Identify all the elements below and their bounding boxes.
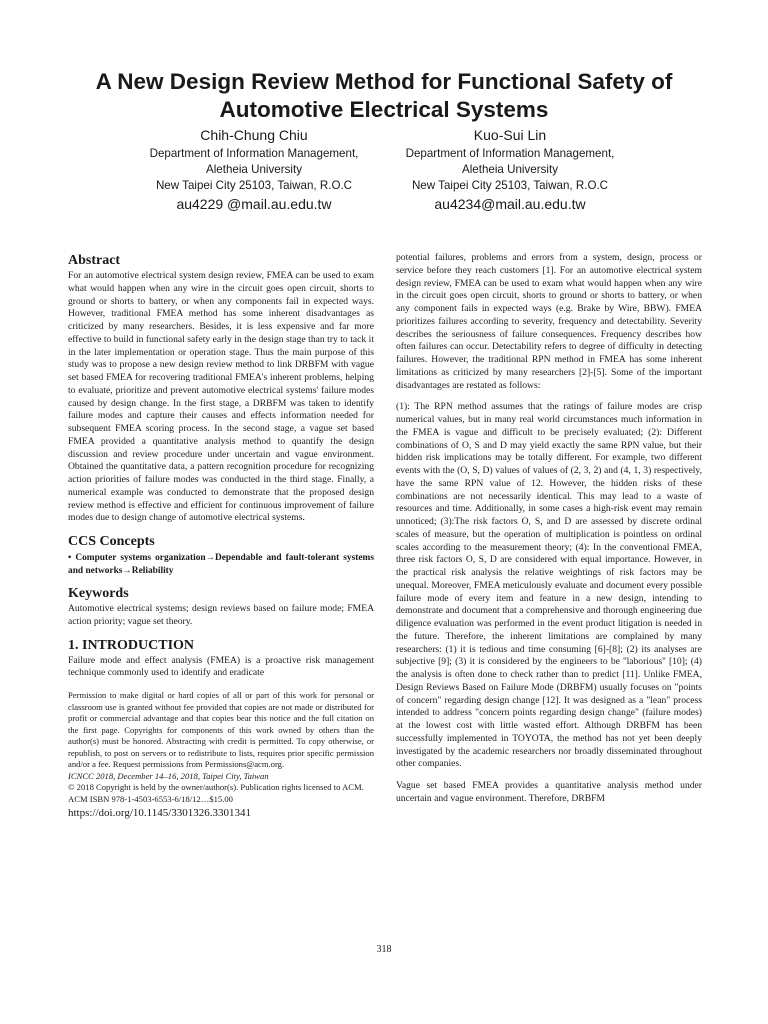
body-paragraph: Vague set based FMEA provides a quantitative analysis method under uncertain and vague environment. Therefore, DRBFM (396, 780, 702, 804)
ccs-heading: CCS Concepts (68, 534, 155, 549)
keywords-text: Automotive electrical systems; design reviews based on failure mode; FMEA action priority; vague set theory. (68, 603, 374, 627)
doi-link[interactable]: https://doi.org/10.1145/3301326.3301341 (68, 807, 252, 819)
author-name: Chih-Chung Chiu (200, 127, 308, 143)
author-city: New Taipei City 25103, Taiwan, R.O.C (155, 179, 353, 192)
author-block-1 (104, 126, 404, 213)
abstract-text: For an automotive electrical system design review, FMEA can be used to exam what would happen when any wire in the circuit goes open circuit, shorts to ground or shorts to battery, or when any components fail in expected ways. However, traditional FMEA method has some inherent disadvantages as criticized by many researchers. Besides, it is less expensive and far more effective to build in functional safety early in the design stage than try to tack it in the later implementation or operation stage. Thus the main purpose of this study was to propose a new design review method to link DRBFM with vague set based FMEA for recovering traditional FMEA's inherent problems, helping to evaluate, prioritize and prevent automotive electrical systems' failure modes caused by design change. In the first stage, a DRBFM was taken to identify failure modes and capture their causes and effects information needed for subsequent FMEA scoring process. In the second stage, a vague set based FMEA provided a quantitative analysis method to quantify the design discussion and review procedure under uncertain and vague environment. Obtained the quantitative data, a pattern recognition procedure for recognizing action priorities of failure modes was conducted in the third stage. Finally, a numerical example was conducted to demonstrate that the proposed design review method is effective and efficient for continuous improvement of failure modes due to design change of automotive electrical systems. (68, 270, 374, 524)
introduction-section (68, 637, 374, 681)
author-department: Department of Information Management, (405, 147, 615, 160)
author-block-2 (360, 126, 660, 213)
body-paragraph: (1): The RPN method assumes that the ratings of failure modes are crisp numerical values, but in many real world circumstances much information in the FMEA is vague and difficult to be precisely evaluated; (2): Different combinations of O, S and D may yield exactly the same RPN value, but their hidden risk implications may be totally different. For example, two different events with the (O, S, D) values of values of (2, 3, 2) and (4, 1, 3) respectively, have the same RPN value of 12. However, the hidden risks of these combinations are not necessarily identical. This may lead to a waste of resources and time. Additionally, in some cases a high-risk event may remain unnoticed; (3):The risk factors O, S, and D are assessed by discrete ordinal scales of measure, but the operation of multiplication is pointless on ordinal scales according to the measurement theory; (4): In the conventional FMEA, three risk factors O, S, D are considered with equal importance. However, in the practical risk analysis the relative weightings of risk factors may be unequal. Moreover, FMEA meticulously evaluate and document every possible failure mode of every item and feature in a new design, intending to demonstrate and document that a comprehensive and thorough engineering due diligence evaluation was performed in the event product litigation is needed in the future. Therefore, the inherent limitations are complained by many researchers: (1) it is tedious and time consuming [6]-[8]; (2) its analyses are subjective [9]; (3) it is considered by the engineers to be ''laborious'' [10]; (4) the analysis is often done to check rather than to predict [11]. Unlike FMEA, Design Reviews Based on Failure Mode (DRBFM) usually focuses on "points of concern" regarding design change [12]. It was designed as a "lean" process intended to address "concern points regarding design change" (failure modes) at the lowest cost with little wasted effort. Although DRBFM has been successfully implemented in TOYOTA, the method has not yet been deeply investigated by the academic researchers nor broadly disseminated throughout other companies. (396, 401, 702, 770)
author-name: Kuo-Sui Lin (473, 127, 547, 143)
author-email: au4234@mail.au.edu.tw (434, 196, 586, 212)
isbn-line: ACM ISBN 978-1-4503-6553-6/18/12…$15.00 (68, 793, 233, 804)
author-university: Aletheia University (205, 163, 302, 176)
introduction-text: Failure mode and effect analysis (FMEA) is a proactive risk management technique commonly used to identify and eradicate (68, 654, 374, 679)
venue-line: ICNCC 2018, December 14–16, 2018, Taipei City, Taiwan (68, 770, 269, 781)
ccs-section (68, 533, 374, 577)
introduction-heading: 1. INTRODUCTION (68, 637, 195, 653)
keywords-heading: Keywords (68, 586, 129, 601)
paper-title: A New Design Review Method for Functional Safety of Automotive Electrical Systems (95, 69, 673, 122)
author-department: Department of Information Management, (149, 147, 359, 160)
author-email: au4229 @mail.au.edu.tw (176, 196, 332, 212)
keywords-section (68, 585, 374, 629)
author-city: New Taipei City 25103, Taiwan, R.O.C (411, 179, 609, 192)
ccs-text: • Computer systems organization→Dependable and fault-tolerant systems and networks→Reliability (68, 553, 374, 576)
copyright-line: © 2018 Copyright is held by the owner/author(s). Publication rights licensed to ACM. (68, 782, 364, 792)
abstract-heading: Abstract (68, 253, 121, 268)
left-column (68, 252, 374, 820)
body-paragraph: potential failures, problems and errors from a system, design, process or service before they reach customers [1]. For an automotive electrical system design review, FMEA can be used to exam what would happen when any wire in the circuit goes open circuit, shorts to ground or shorts to battery, or when any component fails in expected ways (e.g. Brake by Wire, BBW). FMEA prioritizes failures according to severity, frequency and detectability. Severity describes the seriousness of failure consequences. Frequency describes how often failures can occur. Detectability refers to degree of difficulty in detecting failures. However, the traditional RPN method in FMEA has some inherent limitations as criticized by many researchers [2]-[5]. Some of the important disadvantages are restated as follows: (396, 252, 702, 391)
author-university: Aletheia University (461, 163, 558, 176)
permission-block (68, 690, 374, 820)
right-column (396, 252, 702, 815)
page-number: 318 (376, 944, 392, 955)
permission-text: Permission to make digital or hard copies of all or part of this work for personal or classroom use is granted without fee provided that copies are not made or distributed for profit or commercial advantage and that copies bear this notice and the full citation on the first page. Copyrights for components of this work owned by others than the author(s) must be honored. Abstracting with credit is permitted. To copy otherwise, or republish, to post on servers or to redistribute to lists, requires prior specific permission and/or a fee. Request permissions from Permissions@acm.org. (68, 690, 374, 769)
